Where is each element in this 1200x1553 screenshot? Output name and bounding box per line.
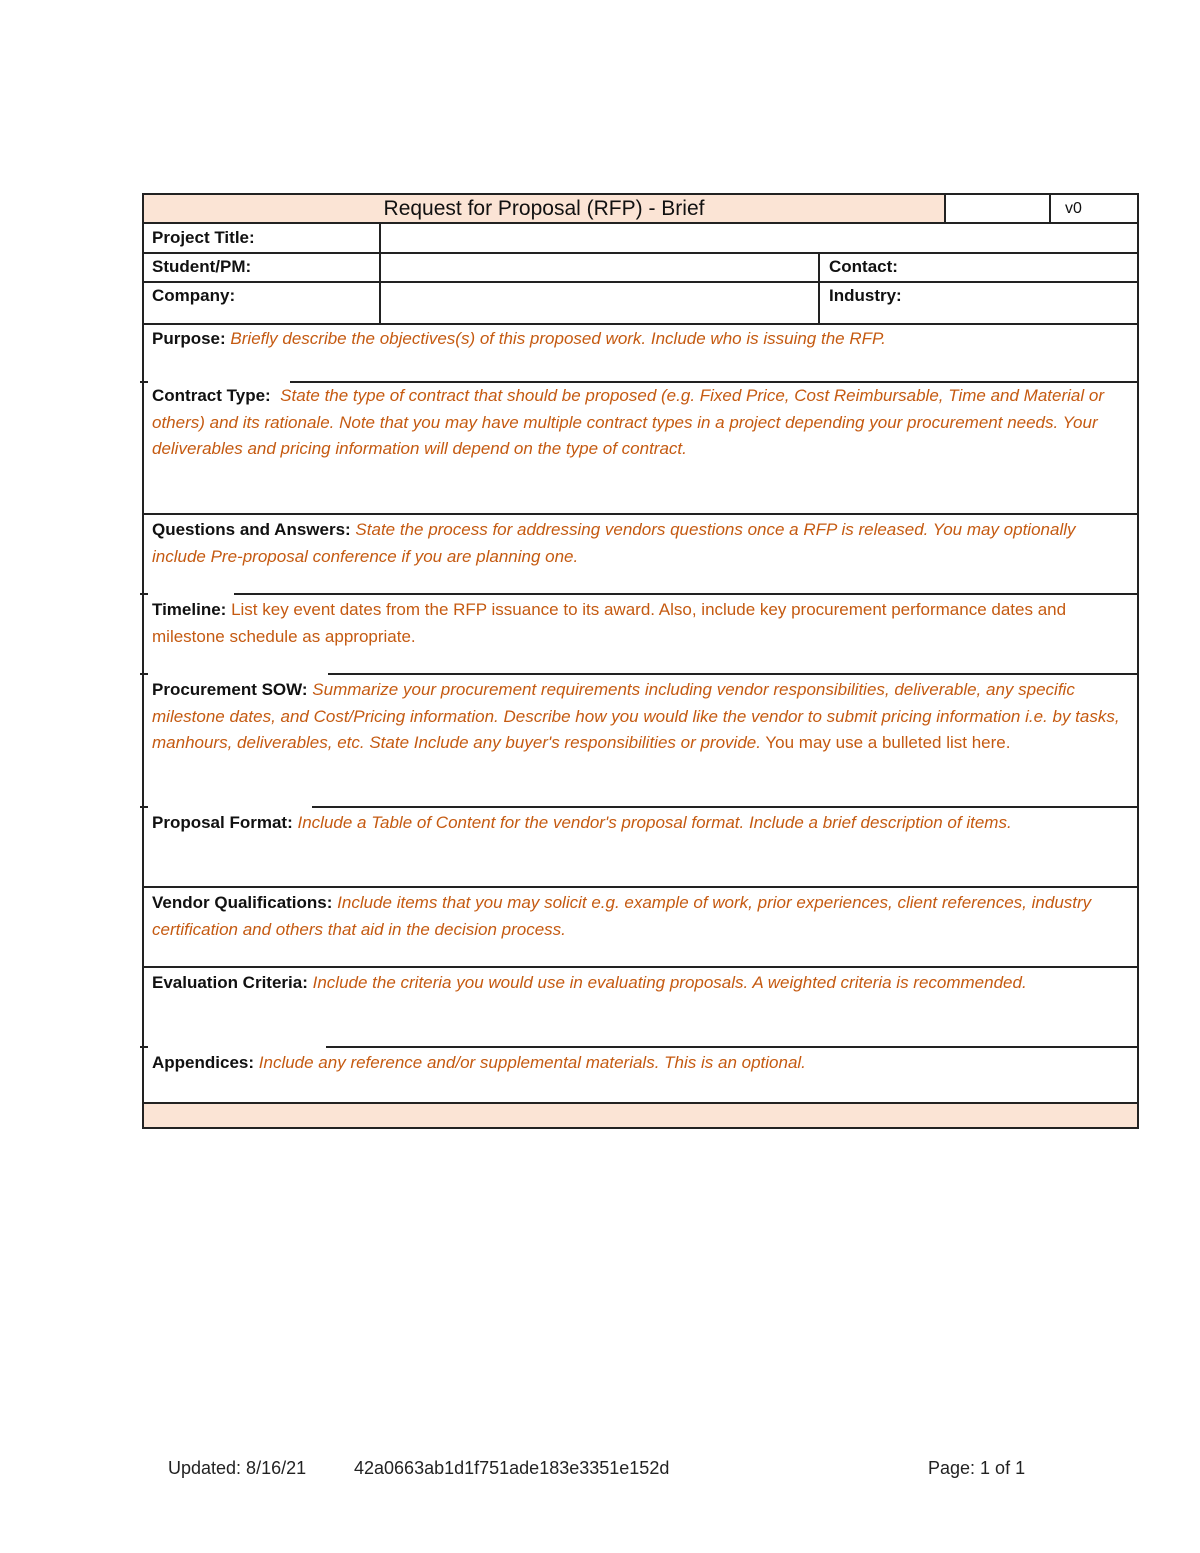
header-blank-cell[interactable] bbox=[946, 195, 1051, 222]
appendices-label: Appendices: bbox=[152, 1053, 255, 1072]
contract-type-instruction: State the type of contract that should be proposed (e.g. Fixed Price, Cost Reimbursable, Time and Material or others) and its rationale. Note that you may have multiple contract types in a project depending your procurement needs. Your deliverables and pricing information will depend on the type of contract. bbox=[152, 386, 1104, 458]
proposal-format-text bbox=[152, 810, 1125, 837]
contract-type-section bbox=[142, 381, 1139, 513]
footer-doc-id: 42a0663ab1d1f751ade183e3351e152d bbox=[354, 1458, 670, 1478]
project-title-label: Project Title: bbox=[152, 228, 255, 247]
qa-text bbox=[152, 517, 1125, 570]
footer-page-number: Page: 1 of 1 bbox=[928, 1458, 1026, 1478]
appendices-instruction: Include any reference and/or supplemental materials. This is an optional. bbox=[258, 1053, 806, 1072]
timeline-section bbox=[142, 595, 1139, 673]
proposal-format-label: Proposal Format: bbox=[152, 813, 293, 832]
student-pm-label: Student/PM: bbox=[152, 257, 252, 276]
purpose-instruction: Briefly describe the objectives(s) of this proposed work. Include who is issuing the RFP. bbox=[230, 329, 886, 348]
sow-text bbox=[152, 677, 1125, 757]
rfp-form bbox=[142, 193, 1139, 1129]
contract-type-label: Contract Type: bbox=[152, 386, 271, 405]
timeline-instruction: List key event dates from the RFP issuance to its award. Also, include key procurement performance dates and milestone schedule as appropriate. bbox=[152, 600, 1067, 646]
version-label: v0 bbox=[1065, 200, 1082, 217]
contract-type-text bbox=[152, 383, 1125, 463]
contact-label: Contact: bbox=[829, 257, 898, 276]
column-divider bbox=[818, 283, 820, 323]
vendor-qual-section bbox=[142, 888, 1139, 966]
project-title-row bbox=[142, 224, 1139, 254]
industry-label: Industry: bbox=[829, 286, 902, 305]
footer-updated: Updated: 8/16/21 bbox=[168, 1458, 307, 1478]
evaluation-instruction: Include the criteria you would use in evaluating proposals. A weighted criteria is recommended. bbox=[312, 973, 1027, 992]
timeline-text bbox=[152, 597, 1125, 650]
sow-instruction: Summarize your procurement requirements including vendor responsibilities, deliverable, any specific milestone dates, and Cost/Pricing information. Describe how you would like the vendor to submit pricing information i.e. by tasks, manhours, deliverables, etc. State Include any buyer's responsibilities or provide. bbox=[152, 680, 1120, 752]
appendices-section bbox=[142, 1048, 1139, 1102]
qa-label: Questions and Answers: bbox=[152, 520, 351, 539]
sow-section bbox=[142, 675, 1139, 806]
proposal-format-section bbox=[142, 808, 1139, 886]
column-divider bbox=[818, 254, 820, 281]
proposal-format-instruction: Include a Table of Content for the vendor's proposal format. Include a brief description of items. bbox=[297, 813, 1012, 832]
timeline-label: Timeline: bbox=[152, 600, 227, 619]
form-title: Request for Proposal (RFP) - Brief bbox=[144, 195, 946, 222]
company-row bbox=[142, 283, 1139, 325]
column-divider bbox=[379, 283, 381, 323]
evaluation-text bbox=[152, 970, 1125, 997]
vendor-qual-text bbox=[152, 890, 1125, 943]
purpose-text bbox=[152, 326, 1125, 353]
form-header bbox=[142, 193, 1139, 224]
purpose-label: Purpose: bbox=[152, 329, 226, 348]
appendices-text bbox=[152, 1050, 1125, 1077]
evaluation-label: Evaluation Criteria: bbox=[152, 973, 308, 992]
evaluation-section bbox=[142, 968, 1139, 1046]
student-pm-row bbox=[142, 254, 1139, 283]
column-divider bbox=[379, 254, 381, 281]
qa-section bbox=[142, 515, 1139, 593]
sow-label: Procurement SOW: bbox=[152, 680, 308, 699]
vendor-qual-label: Vendor Qualifications: bbox=[152, 893, 333, 912]
form-footer-band bbox=[142, 1102, 1139, 1129]
sow-instruction-plain: You may use a bulleted list here. bbox=[765, 733, 1011, 752]
vendor-qual-instruction: Include items that you may solicit e.g. example of work, prior experiences, client references, industry certification and others that aid in the decision process. bbox=[152, 893, 1092, 939]
qa-instruction: State the process for addressing vendors questions once a RFP is released. You may optionally include Pre-proposal conference if you are planning one. bbox=[152, 520, 1076, 566]
purpose-section bbox=[142, 325, 1139, 381]
company-label: Company: bbox=[152, 286, 236, 305]
column-divider bbox=[379, 224, 381, 252]
